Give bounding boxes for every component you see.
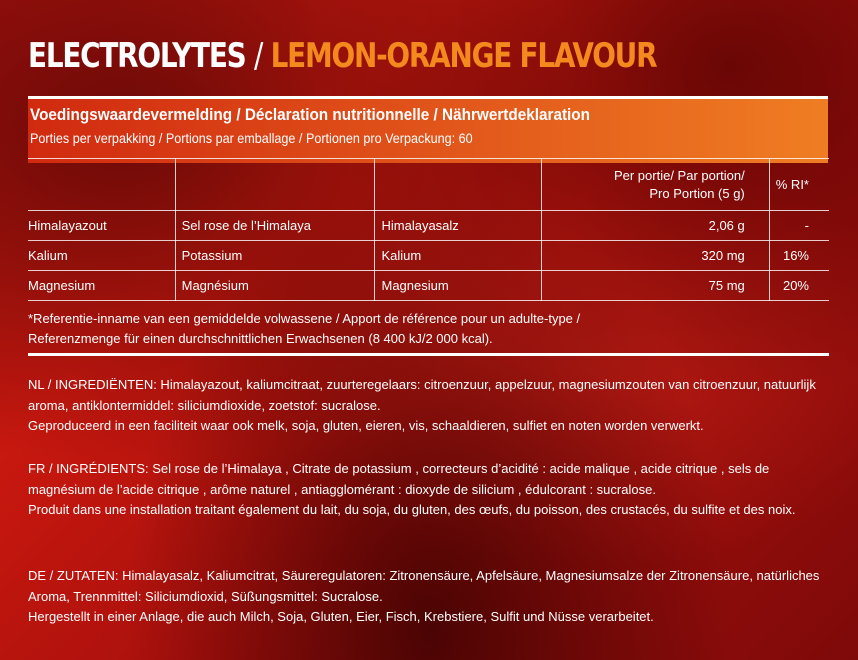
- table-row: [28, 241, 829, 271]
- header-cell-empty: [175, 159, 375, 211]
- reference-footnote: [28, 309, 580, 349]
- nutrient-fr: Sel rose de l’Himalaya: [175, 211, 375, 241]
- ingredients-de-text: DE / ZUTATEN: Himalayasalz, Kaliumcitrat, Säureregulatoren: Zitronensäure, Apfelsäure, Magnesiumsalze der Zitronensäure, natürliches Aroma, Trennmittel: Siliciumdioxid, Süßungsmittel: Sucralose.: [28, 568, 820, 604]
- ingredients-de-allergens: Hergestellt in einer Anlage, die auch Milch, Soja, Gluten, Eier, Fisch, Krebstiere, Sulfit und Nüsse verarbeitet.: [28, 609, 654, 624]
- nutrient-amount: 75 mg: [542, 271, 769, 301]
- nutrient-nl: Kalium: [28, 241, 175, 271]
- nutrition-header-panel: [28, 96, 828, 163]
- nutrient-de: Kalium: [375, 241, 542, 271]
- nutrient-ri: 16%: [769, 241, 829, 271]
- footnote-line1: *Referentie-inname van een gemiddelde volwassene / Apport de référence pour un adulte-type /: [28, 311, 581, 326]
- table-row: [28, 271, 829, 301]
- ingredients-fr-text: FR / INGRÉDIENTS: Sel rose de l’Himalaya , Citrate de potassium , correcteurs d’acidité : acide malique , acide citrique , sels de magnésium de l’acide citrique , arôme naturel , antiagglomérant : dioxyde de silicium , édulcorant : sucralose.: [28, 461, 770, 497]
- table-row: [28, 211, 829, 241]
- header-per-portion-line2: Pro Portion (5 g): [649, 185, 745, 201]
- section-divider: [28, 353, 829, 356]
- header-per-portion: [542, 159, 769, 211]
- product-title: [28, 32, 656, 80]
- nutrient-fr: Potassium: [175, 241, 375, 271]
- nutrient-ri: 20%: [769, 271, 829, 301]
- header-per-portion-line1: Per portie/ Par portion/: [613, 167, 745, 183]
- nutrient-ri: -: [769, 211, 829, 241]
- nutrient-amount: 320 mg: [542, 241, 769, 271]
- product-name: ELECTROLYTES: [28, 36, 246, 76]
- nutrient-fr: Magnésium: [175, 271, 375, 301]
- footnote-line2: Referenzmenge für einen durchschnittlichen Erwachsenen (8 400 kJ/2 000 kcal).: [28, 331, 493, 346]
- header-cell-empty: [28, 159, 175, 211]
- title-separator: /: [253, 36, 263, 76]
- portions-per-pack: Porties per verpakking / Portions par emballage / Portionen pro Verpackung: 60: [30, 130, 473, 146]
- declaration-title: Voedingswaardevermelding / Déclaration nutritionnelle / Nährwertdeklaration: [30, 105, 590, 124]
- nutrient-amount: 2,06 g: [542, 211, 769, 241]
- ingredients-fr: [28, 459, 834, 521]
- ingredients-de: [28, 566, 834, 628]
- header-ri: % RI*: [769, 159, 829, 211]
- table-header-row: [28, 159, 829, 211]
- ingredients-nl-allergens: Geproduceerd in een faciliteit waar ook melk, soja, gluten, eieren, vis, schaaldieren, sulfiet en noten worden verwerkt.: [28, 418, 704, 433]
- nutrient-nl: Himalayazout: [28, 211, 175, 241]
- ingredients-nl-text: NL / INGREDIËNTEN: Himalayazout, kaliumcitraat, zuurteregelaars: citroenzuur, appelzuur, magnesiumzouten van citroenzuur, natuurlijk aroma, antiklontermiddel: siliciumdioxide, zoetstof: sucralose.: [28, 377, 816, 413]
- nutrient-nl: Magnesium: [28, 271, 175, 301]
- header-cell-empty: [375, 159, 542, 211]
- flavour-name: LEMON-ORANGE FLAVOUR: [270, 36, 657, 76]
- ingredients-fr-allergens: Produit dans une installation traitant également du lait, du soja, du gluten, des œufs, du poisson, des crustacés, du sulfite et des noix.: [28, 502, 796, 517]
- nutrient-de: Magnesium: [375, 271, 542, 301]
- nutrient-de: Himalayasalz: [375, 211, 542, 241]
- nutrition-table: [28, 158, 829, 301]
- ingredients-nl: [28, 375, 834, 437]
